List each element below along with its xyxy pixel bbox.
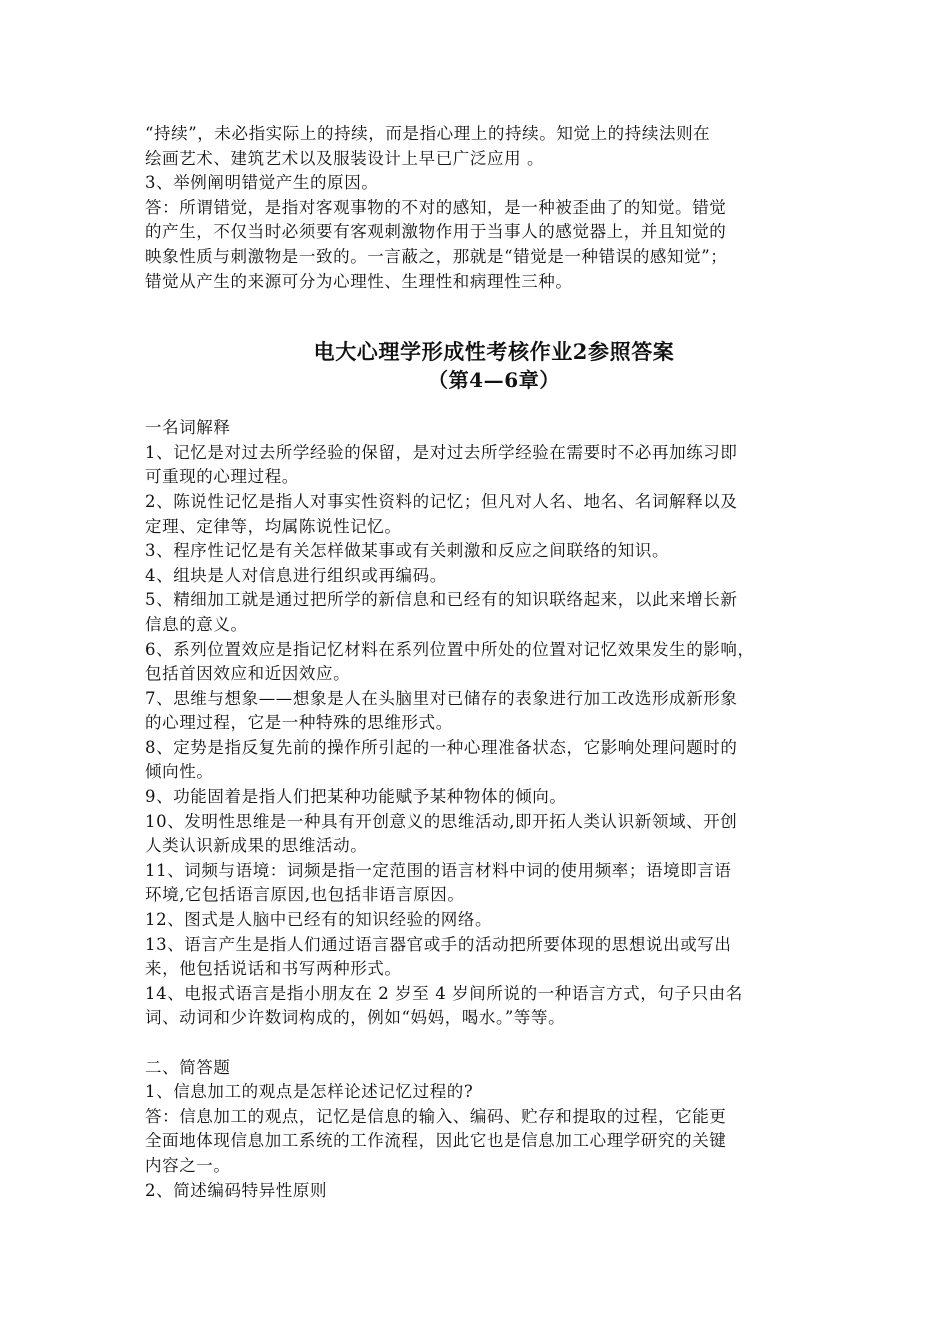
definition-line: 信息的意义。 xyxy=(145,614,248,634)
definition-line: 7、思维与想象——想象是人在头脑里对已储存的表象进行加工改选形成新形象 xyxy=(145,688,738,708)
document-title: 电大心理学形成性考核作业2参照答案 xyxy=(313,339,675,365)
definition-line: 人类认识新成果的思维活动。 xyxy=(145,836,368,856)
document-page xyxy=(145,122,825,1203)
document-title-block xyxy=(145,338,825,394)
definition-line: 倾向性。 xyxy=(145,762,214,782)
answer-line: 映象性质与刺激物是一致的。一言蔽之，那就是“错觉是一种错误的感知觉”； xyxy=(145,246,728,266)
definition-line: 4、组块是人对信息进行组织或再编码。 xyxy=(145,565,447,585)
intro-line: 绘画艺术、建筑艺术以及服装设计上早已广泛应用 。 xyxy=(145,148,545,168)
intro-line: “持续”，未必指实际上的持续，而是指心理上的持续。知觉上的持续法则在 xyxy=(145,124,711,143)
answer-line: 答：信息加工的观点，记忆是信息的输入、编码、贮存和提取的过程，它能更 xyxy=(145,1106,727,1126)
question-heading: 1、信息加工的观点是怎样论述记忆过程的? xyxy=(145,1082,474,1102)
question-heading: 2、简述编码特异性原则 xyxy=(145,1180,328,1200)
definition-line: 2、陈说性记忆是指人对事实性资料的记忆；但凡对人名、地名、名词解释以及 xyxy=(145,491,738,511)
answer-line: 错觉从产生的来源可分为心理性、生理性和病理性三种。 xyxy=(145,271,573,291)
definition-line: 来，他包括说话和书写两种形式。 xyxy=(145,959,402,979)
definition-line: 10、发明性思维是一种具有开创意义的思维活动,即开拓人类认识新领域、开创 xyxy=(145,811,738,831)
definition-line: 9、功能固着是指人们把某种功能赋予某种物体的倾向。 xyxy=(145,787,567,807)
answer-line: 全面地体现信息加工系统的工作流程，因此它也是信息加工心理学研究的关键 xyxy=(145,1131,727,1151)
definition-line: 8、定势是指反复先前的操作所引起的一种心理准备状态，它影响处理问题时的 xyxy=(145,737,738,757)
section-heading: 一名词解释 xyxy=(145,418,231,438)
definition-line: 可重现的心理过程。 xyxy=(145,467,299,487)
definition-line: 1、记忆是对过去所学经验的保留，是对过去所学经验在需要时不必再加练习即 xyxy=(145,442,738,462)
answer-line: 内容之一。 xyxy=(145,1155,231,1175)
definition-line: 3、程序性记忆是有关怎样做某事或有关刺激和反应之间联络的知识。 xyxy=(145,541,670,561)
answer-line: 答：所谓错觉，是指对客观事物的不对的感知，是一种被歪曲了的知觉。错觉 xyxy=(145,197,727,217)
section-definitions xyxy=(145,416,825,1031)
section-heading: 二、简答题 xyxy=(145,1057,231,1077)
section-spacer xyxy=(145,1031,825,1056)
definition-line: 12、图式是人脑中已经有的知识经验的网络。 xyxy=(145,910,493,930)
document-subtitle: （第4—6章） xyxy=(427,368,561,393)
definition-line: 13、语言产生是指人们通过语言器官或手的活动把所要体现的思想说出或写出 xyxy=(145,934,732,954)
definition-line: 6、系列位置效应是指记忆材料在系列位置中所处的位置对记忆效果发生的影响， xyxy=(145,639,755,659)
definition-line: 的心理过程，它是一种特殊的思维形式。 xyxy=(145,713,453,733)
definition-line: 5、精细加工就是通过把所学的新信息和已经有的知识联络起来，以此来增长新 xyxy=(145,590,738,610)
answer-line: 的产生，不仅当时必须要有客观刺激物作用于当事人的感觉器上，并且知觉的 xyxy=(145,222,727,242)
definition-line: 14、电报式语言是指小朋友在 2 岁至 4 岁间所说的一种语言方式，句子只由名 xyxy=(145,983,743,1003)
section-short-answers xyxy=(145,1056,825,1204)
intro-paragraph xyxy=(145,122,825,294)
definition-line: 定理、定律等，均属陈说性记忆。 xyxy=(145,516,402,536)
definition-line: 11、词频与语境：词频是指一定范围的语言材料中词的使用频率；语境即言语 xyxy=(145,860,732,880)
definition-line: 词、动词和少许数词构成的，例如“妈妈，喝水。”等等。 xyxy=(145,1008,566,1028)
definition-line: 环境,它包括语言原因,也包括非语言原因。 xyxy=(145,885,465,905)
definition-line: 包括首因效应和近因效应。 xyxy=(145,664,351,684)
question-heading: 3、举例阐明错觉产生的原因。 xyxy=(145,173,379,193)
